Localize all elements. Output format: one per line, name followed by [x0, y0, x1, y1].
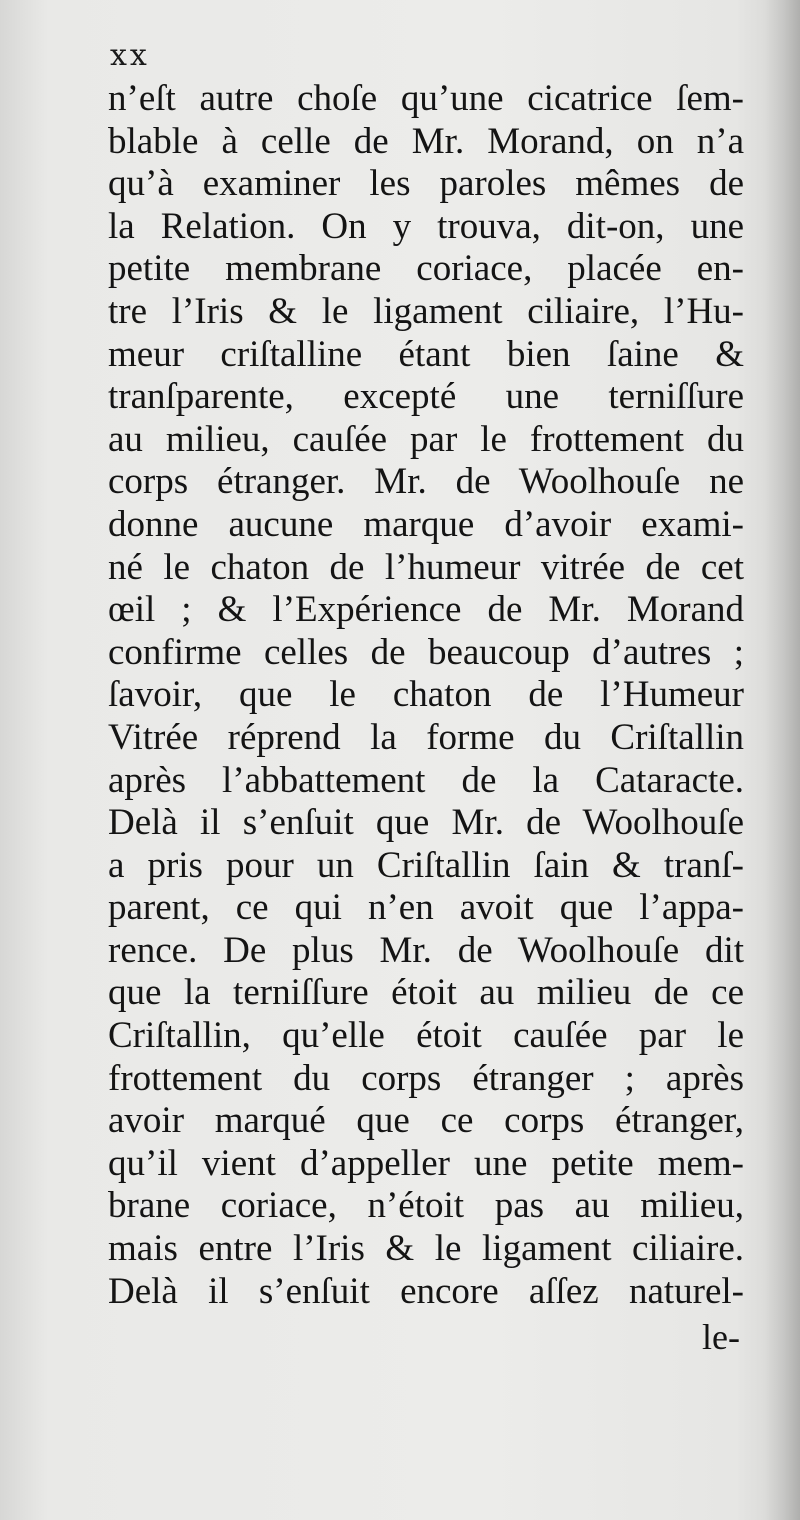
text-line: après l’abbattement de la Cataracte. — [108, 759, 744, 801]
text-line: brane coriace, n’étoit pas au milieu, — [108, 1185, 744, 1227]
page-edge-shadow — [764, 0, 800, 1520]
text-line: la Relation. On y trouva, dit-on, une — [108, 205, 744, 247]
text-line: petite membrane coriace, placée en- — [108, 248, 744, 290]
text-block — [108, 78, 744, 1313]
text-line: n’eſt autre choſe qu’une cicatrice ſem- — [108, 78, 744, 119]
text-line: au milieu, cauſée par le frottement du — [108, 418, 744, 460]
text-line: que la terniſſure étoit au milieu de ce — [108, 972, 744, 1014]
text-line: confirme celles de beaucoup d’autres ; — [108, 631, 744, 673]
text-line: meur criſtalline étant bien ſaine & — [108, 333, 744, 375]
text-line: Delà il s’enſuit que Mr. de Woolhouſe — [108, 802, 744, 844]
text-line: Criſtallin, qu’elle étoit cauſée par le — [108, 1015, 744, 1057]
text-line: blable à celle de Mr. Morand, on n’a — [108, 120, 744, 162]
text-line: œil ; & l’Expérience de Mr. Morand — [108, 589, 744, 631]
text-line: tranſparente, excepté une terniſſure — [108, 376, 744, 418]
text-line: mais entre l’Iris & le ligament ciliaire. — [108, 1228, 744, 1270]
text-line: a pris pour un Criſtallin ſain & tranſ- — [108, 844, 744, 886]
text-line: avoir marqué que ce corps étranger, — [108, 1100, 744, 1142]
page-number: xx — [110, 38, 150, 73]
text-line: corps étranger. Mr. de Woolhouſe ne — [108, 461, 744, 503]
text-line: rence. De plus Mr. de Woolhouſe dit — [108, 929, 744, 971]
text-line: ſavoir, que le chaton de l’Humeur — [108, 674, 744, 716]
catchword: le- — [702, 1317, 740, 1357]
text-line: qu’il vient d’appeller une petite mem- — [108, 1142, 744, 1184]
text-line: tre l’Iris & le ligament ciliaire, l’Hu- — [108, 290, 744, 332]
text-line: Vitrée réprend la forme du Criſtallin — [108, 716, 744, 758]
text-line: qu’à examiner les paroles mêmes de — [108, 163, 744, 205]
text-line: donne aucune marque d’avoir exami- — [108, 503, 744, 545]
text-line: frottement du corps étranger ; après — [108, 1057, 744, 1099]
text-line: né le chaton de l’humeur vitrée de cet — [108, 546, 744, 588]
text-line: Delà il s’enſuit encore aſſez naturel- — [108, 1270, 744, 1312]
text-line: parent, ce qui n’en avoit que l’appa- — [108, 887, 744, 929]
